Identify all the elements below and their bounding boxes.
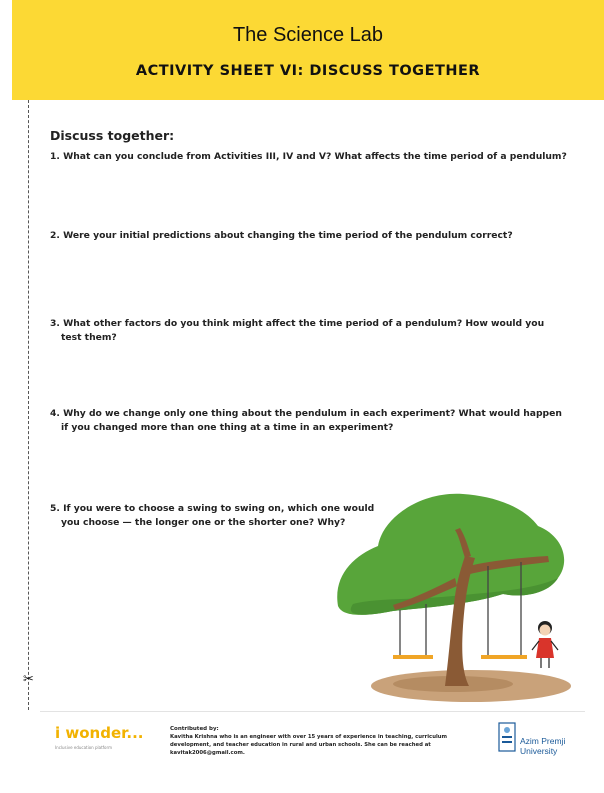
question-number: 5. (50, 503, 60, 514)
question-1 (50, 150, 567, 164)
university-name-line1: Azim Premji (520, 736, 566, 746)
contributor-text: Kavitha Krishna who is an engineer with over 15 years of experience in teaching, curriculum development, and teacher education in rural and urban schools. She can be reached at kavitak2006@gmail.com. (170, 734, 448, 756)
question-4 (50, 407, 562, 434)
question-5 (50, 502, 374, 529)
question-number: 4. (50, 408, 60, 419)
university-name-line2: University (520, 746, 558, 756)
i-wonder-logo: i wonder... (55, 724, 144, 742)
tree-swings-illustration (333, 486, 573, 704)
header-banner (12, 0, 604, 100)
question-text-continued: if you changed more than one thing at a time in an experiment? (61, 421, 394, 433)
page-title: The Science Lab (232, 24, 384, 46)
university-name (520, 736, 565, 756)
question-text: What can you conclude from Activities III, IV and V? What affects the time period of a pendulum? (63, 151, 567, 162)
long-swing-seat (481, 655, 527, 659)
university-logo-icon (498, 722, 516, 752)
question-2 (50, 229, 513, 243)
question-text-continued: test them? (61, 331, 117, 343)
question-text-continued: you choose — the longer one or the shorter one? Why? (61, 516, 346, 528)
cut-line (28, 100, 29, 710)
short-swing-seat (393, 655, 433, 659)
question-number: 1. (50, 151, 60, 162)
question-3 (50, 317, 544, 344)
footer-divider (40, 711, 585, 712)
contributor-label: Contributed by: (170, 726, 219, 732)
question-text: If you were to choose a swing to swing on, which one would (63, 503, 375, 514)
question-number: 3. (50, 318, 60, 329)
question-text: Were your initial predictions about changing the time period of the pendulum correct? (63, 230, 513, 241)
question-text: What other factors do you think might affect the time period of a pendulum? How would you (63, 318, 545, 329)
section-heading: Discuss together: (50, 128, 175, 143)
i-wonder-tagline: Inclusive education platform (55, 745, 112, 750)
question-text: Why do we change only one thing about the pendulum in each experiment? What would happen (63, 408, 562, 419)
girl-figure (532, 621, 558, 668)
page-subtitle: ACTIVITY SHEET VI: DISCUSS TOGETHER (135, 63, 481, 79)
scissors-icon: ✂ (23, 672, 34, 687)
question-number: 2. (50, 230, 60, 241)
